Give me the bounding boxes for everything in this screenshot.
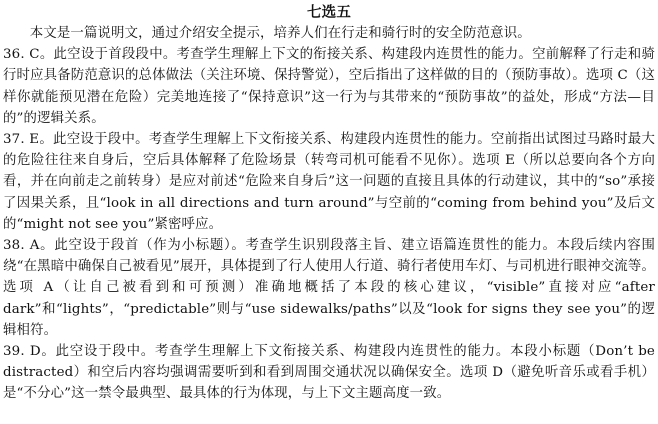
answer-explanation: 此空设于段首（作为小标题）。考查学生识别段落主旨、建立语篇连贯性的能力。本段后续内容围绕“在黑暗中确保自己被看见”展开，具体提到了行人使用人行道、骑行者使用车灯、与司机进行眼神交流等。选项 A（让自己被看到和可预测）准确地概括了本段的核心建议，“visible”直接对应“after dark”和“lights”，“predictable”则与“use sidewalks/paths”以及“look for signs they see you”的逻辑相符。 (3, 238, 655, 338)
answer-38 (3, 235, 655, 341)
answer-explanation: 此空设于段中。考查学生理解上下文衔接关系、构建段内连贯性的能力。本段小标题（Don’t be distracted）和空后内容均强调需要听到和看到周围交通状况以确保安全。选项 D（避免听音乐或看手机）是“不分心”这一禁令最典型、最具体的行为体现，与上下文主题高度一致。 (3, 344, 655, 402)
answer-39 (3, 341, 655, 405)
answer-explanation: 此空设于段中。考查学生理解上下文衔接关系、构建段内连贯性的能力。空前指出试图过马路时最大的危险往往来自身后，空后具体解释了危险场景（转弯司机可能看不见你）。选项 E（所以总要向各个方向看，并在向前走之前转身）是应对前述“危险来自身后”这一问题的直接且具体的行动建议，其中的“so”承接了因果关系，且“look in all directions and turn around”与空前的“coming from behind you”及后文的“might not see you”紧密呼应。 (3, 132, 655, 232)
answer-number: 36. C。 (3, 47, 54, 63)
answer-37 (3, 129, 655, 235)
answer-explanation: 此空设于首段段中。考查学生理解上下文的衔接关系、构建段内连贯性的能力。空前解释了行走和骑行时应具备防范意识的总体做法（关注环境、保持警觉），空后指出了这样做的目的（预防事故）。选项 C（这样你就能预见潜在危险）完美地连接了“保持意识”这一行为与其带来的“预防事故”的益处，形成“方法—目的”的逻辑关系。 (3, 47, 655, 126)
answer-number: 38. A。 (3, 238, 55, 254)
section-title: 七选五 (307, 4, 351, 21)
answer-number: 39. D。 (3, 344, 56, 360)
answer-36 (3, 44, 655, 129)
intro-paragraph: 本文是一篇说明文，通过介绍安全提示，培养人们在行走和骑行时的安全防范意识。 (29, 26, 531, 41)
answer-number: 37. E。 (3, 132, 54, 148)
